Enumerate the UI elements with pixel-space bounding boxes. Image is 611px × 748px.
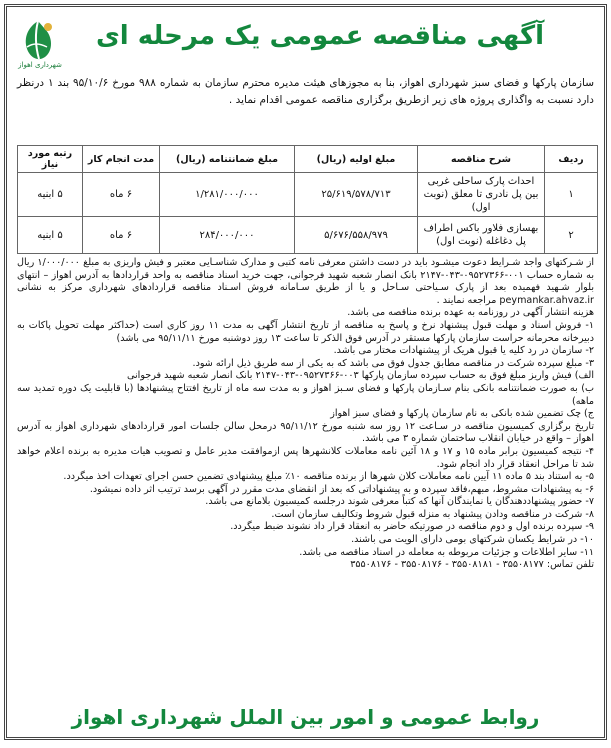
column-header: رتبه مورد نیاز bbox=[18, 146, 83, 173]
clause-5: ۵- به استناد بند ۵ ماده ۱۱ آیین نامه معاملات کلان شهرها از برنده مناقصه ۱۰٪ مبلغ پیشنهادی تضمین حسن اجرای تعهدات اخذ میگردد. bbox=[63, 471, 594, 483]
municipality-logo-icon bbox=[15, 17, 61, 67]
column-header: شرح مناقصه bbox=[418, 146, 545, 173]
clause-3-b: ب) به صورت ضمانتنامه بانکی بنام سـازمان پارکها و فضای سـبز اهواز و به مدت سه ماه از تاریخ افتتاح پیشنهادها (با قابلیت یک دوره تمدید سه ماهه) bbox=[17, 382, 594, 407]
duration: ۶ ماه bbox=[83, 173, 160, 217]
row-number: ۱ bbox=[545, 173, 598, 217]
row-number: ۲ bbox=[545, 217, 598, 254]
clause-11: ۱۱- سایر اطلاعات و جزئیات مربوطه به معامله در اسناد مناقصه می باشد. bbox=[299, 546, 594, 558]
header bbox=[7, 11, 604, 71]
clause-3-c: ج) چک تضمین شده بانکی به نام سازمان پارکها و فضای سبز اهواز bbox=[330, 408, 594, 420]
initial-amount: ۲۵/۶۱۹/۵۷۸/۷۱۳ bbox=[295, 173, 418, 217]
page-title: آگهی مناقصه عمومی یک مرحله ای bbox=[95, 21, 544, 51]
clause-2: ۲- سازمان در رد کلیه یا قبول هریک از پیشنهادات مختار می باشد. bbox=[333, 345, 594, 357]
footer-signature: روابط عمومی و امور بین الملل شهرداری اهواز bbox=[71, 705, 540, 729]
ad-cost-note: هزینه انتشار آگهی در روزنامه به عهده برنده مناقصه می باشد. bbox=[347, 307, 594, 319]
table-header-row bbox=[18, 146, 598, 173]
column-header: ردیف bbox=[545, 146, 598, 173]
tender-table bbox=[17, 145, 598, 254]
clause-9: ۹- سپرده برنده اول و دوم مناقصه در صورتیکه حاضر به انعقاد قرار داد نشوند ضبط میگردد. bbox=[230, 521, 594, 533]
guarantee-amount: ۲۸۴/۰۰۰/۰۰۰ bbox=[160, 217, 295, 254]
notice-body bbox=[17, 257, 594, 572]
clause-7: ۷- حضور پیشنهاددهندگان یا نمایندگان آنها که کتباً معرفی شوند درجلسه کمیسیون بلامانع می باشد. bbox=[205, 496, 594, 508]
intro-paragraph: سازمان پارکها و فضای سبز شهرداری اهواز، بنا به مجوزهای هیئت مدیره محترم سازمان به شماره ۹۸۸ مورخ ۹۵/۱۰/۶ بند ۱ درنظر دارد نسبت به واگذاری پروژه های زیر ازطریق برگزاری مناقصه عمومی اقدام نماید . bbox=[17, 77, 594, 106]
tender-description: احداث پارک ساحلی غربی بین پل نادری تا معلق (نوبت اول) bbox=[418, 173, 545, 217]
clause-10: ۱۰- در شرایط یکسان شرکتهای بومی دارای الویت می باشند. bbox=[351, 534, 594, 546]
tender-description: بهسازی فلاور باکس اطراف پل دغاغله (نوبت اول) bbox=[418, 217, 545, 254]
duration: ۶ ماه bbox=[83, 217, 160, 254]
clause-1: ۱- فروش اسناد و مهلت قبول پیشنهاد نرخ و پاسخ به مناقصه از تاریخ انتشار آگهی به مدت ۱۱ روز کاری است (حداکثر مهلت تحویل پاکات به دبیرخانه محرمانه حراست سازمان پارکها مستقر در آدرس فوق الذکر تا ساعت ۱۳ روز دوشنبه مورخ ۹۵/۱۱/۱۱ می باشد) bbox=[17, 319, 595, 344]
table-row bbox=[18, 173, 598, 217]
logo-text: شهرداری اهواز bbox=[18, 61, 62, 69]
clause-3-a: الف) فیش واریز مبلغ فوق به حساب سپرده سازمان پارکها ۰۰۳-۰۹۵۲۷۳۶۶-۰۴۳-۲۱۴۷ بانک انصار شعبه شهید فرجوانی bbox=[126, 370, 594, 382]
column-header: مدت انجام کار bbox=[83, 146, 160, 173]
notice-page bbox=[4, 4, 607, 740]
clause-8: ۸- شرکت در مناقصه ودادن پیشنهاد به منزله قبول شروط وتکالیف سازمان است. bbox=[271, 508, 594, 520]
table-row bbox=[18, 217, 598, 254]
clause-4: ۴- نتیجه کمیسیون برابر ماده ۱۵ و ۱۷ و ۱۸ آئین نامه معاملات کلانشهرها پس ازموافقت مدیر عامل و تصویب هیات مدیره به برنده اعلام خواهد شد تا مراحل انعقاد قرار داد انجام شود. bbox=[17, 445, 594, 470]
column-header: مبلغ اولیه (ریال) bbox=[295, 146, 418, 173]
required-grade: ۵ ابنیه bbox=[18, 217, 83, 254]
clause-3: ۳- مبلغ سپرده شرکت در مناقصه مطابق جدول فوق می باشد که به یکی از سه طریق ذیل ارائه شود. bbox=[192, 357, 594, 369]
guarantee-amount: ۱/۲۸۱/۰۰۰/۰۰۰ bbox=[160, 173, 295, 217]
contact-phones: تلفن تماس: ۳۵۵۰۸۱۷۷ - ۳۵۵۰۸۱۸۱ - ۳۵۵۰۸۱۷۶ - ۳۵۵۰۸۱۷۶ bbox=[350, 559, 594, 571]
commission-date: تاریخ برگزاری کمیسیون مناقصه در سـاعت ۱۲ روز سه شنبه مورخ ۹۵/۱۱/۱۲ درمحل سالن جلسات امور قراردادهای شهرداری اهواز به آدرس اهواز – واقع در خیابان انقلاب ساختمان شماره ۳ می باشد. bbox=[17, 420, 595, 445]
column-header: مبلغ ضمانتنامه (ریال) bbox=[160, 146, 295, 173]
required-grade: ۵ ابنیه bbox=[18, 173, 83, 217]
clause-6: ۶- به پیشنهادات مشروط، مبهم،فاقد سپرده و به پیشنهاداتی که بعد از انقضای مدت مقرر در آگهی برسد ترتیب اثر داده نمیشود. bbox=[89, 483, 594, 495]
invitation-paragraph: از شـرکتهای واجد شـرایط دعوت میشـود باید در دست داشتن معرفی نامه کتبی و مدارک شناسـایی معتبر و فیش واریزی به مبلغ ۱/۰۰۰/۰۰۰ ریال به شماره حساب ۰۰۱-۰۹۵۲۷۳۶۶-۰۴۳-۲۱۴۷ بانک انصار شعبه شهید فرجوانی، جهت خرید اسناد مناقصه به واحد قراردادها به آدرس اهواز – انتهای بلوار شـهید فهمیده بعد از پارک سـیاحتی سـاحل و یا از طریق سـامانه فروش اسـناد مناقصه قراردادهای شهرداری مرکز به نشانی peymankar.ahvaz.ir مراجعه نمایند . bbox=[17, 257, 594, 306]
initial-amount: ۵/۶۷۶/۵۵۸/۹۷۹ bbox=[295, 217, 418, 254]
